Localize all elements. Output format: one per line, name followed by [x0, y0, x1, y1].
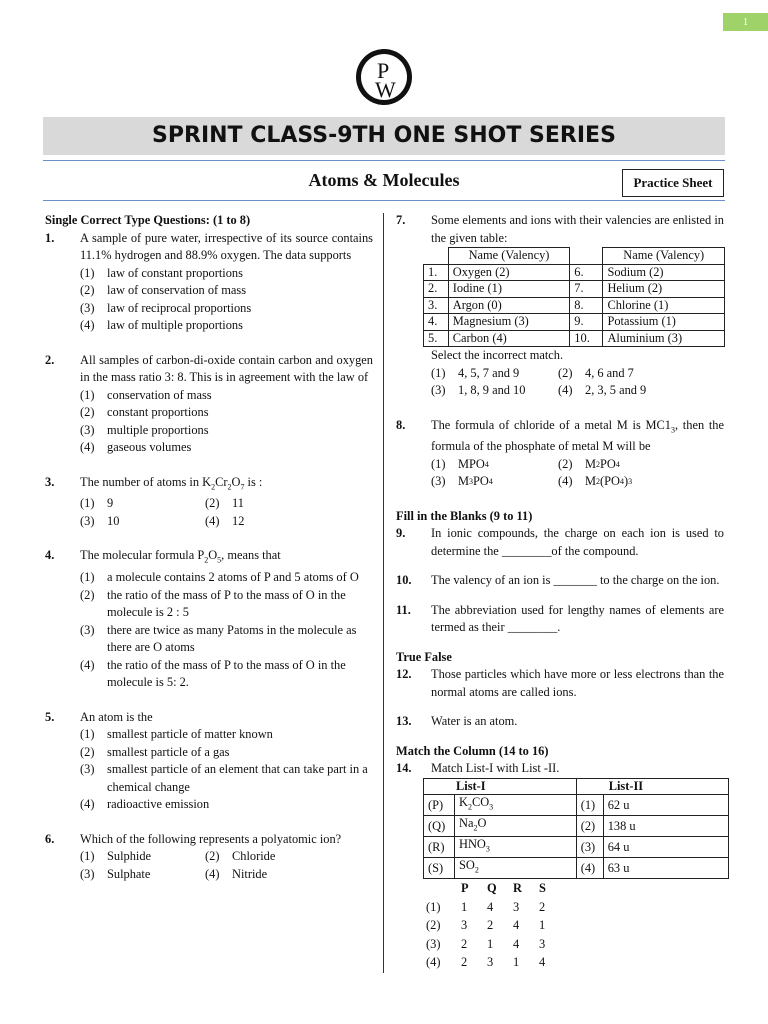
- table-row: 2. Iodine (1) 7. Helium (2): [424, 281, 725, 298]
- option: (2) law of conservation of mass: [80, 283, 247, 297]
- table-row: (S) $SO_2$ (4) 63 u: [424, 858, 729, 879]
- practice-sheet-label: Practice Sheet: [622, 169, 724, 197]
- question-text: Match List-I with List -II.: [431, 761, 560, 776]
- question-8: 8. The formula of chloride of a metal M is $MC1_3$, then the formula of the phosphate of metal M will be: [396, 417, 724, 456]
- question-1: 1. A sample of pure water, irrespective of its source contains 11.1% hydrogen and 88.9% oxygen. The data supports: [45, 230, 373, 265]
- question-9: 9. In ionic compounds, the charge on each ion is used to determine the ________of the compound.: [396, 525, 724, 560]
- question-5: 5. An atom is the: [45, 709, 373, 727]
- option: (4) law of multiple proportions: [80, 318, 243, 332]
- option-row: (3) M 3 PO 4 (4) M 2 (PO 4 ) 3: [431, 474, 633, 489]
- option-row: (1) 9 (2) 11: [80, 496, 244, 511]
- question-11: 11. The abbreviation used for lengthy names of elements are termed as their ________.: [396, 602, 724, 637]
- option: (4) the ratio of the mass of P to the mass of O in the molecule is 5: 2.: [80, 657, 346, 690]
- option: (1) conservation of mass: [80, 387, 212, 402]
- title-rule: [43, 160, 725, 161]
- question-7: 7. Some elements and ions with their valencies are enlisted in the given table:: [396, 212, 724, 247]
- question-text: An atom is the: [80, 709, 153, 724]
- option-row: (1) 4, 5, 7 and 9 (2) 4, 6 and 7: [431, 365, 634, 380]
- question-text: Those particles which have more or less electrons than the normal atoms are called ions.: [431, 667, 724, 699]
- option: (4) radioactive emission: [80, 797, 210, 812]
- question-text: The valency of an ion is _______ to the charge on the ion.: [431, 573, 720, 588]
- table-row: 1. Oxygen (2) 6. Sodium (2): [424, 264, 725, 281]
- question-6: 6. Which of the following represents a polyatomic ion?: [45, 831, 373, 849]
- option: (3) smallest particle of an element that can take part in a chemical change: [80, 762, 368, 794]
- question-text: A sample of pure water, irrespective of its source contains 11.1% hydrogen and 88.9% oxygen. The data supports: [80, 230, 373, 262]
- option-row: (1) Sulphide (2) Chloride: [80, 849, 276, 864]
- question-14: 14. Match List-I with List -II.: [396, 760, 724, 778]
- column-divider: [383, 213, 384, 973]
- option: (1) law of constant proportions: [80, 265, 243, 280]
- svg-text:W: W: [375, 77, 396, 102]
- question-text: All samples of carbon-di-oxide contain carbon and oxygen in the mass ratio 3: 8. This is in agreement with the law of: [80, 352, 373, 384]
- question-text: The number of atoms in $K_2Cr_2O_7$ is :: [80, 474, 263, 491]
- valency-table: Name (Valency) Name (Valency) 1. Oxygen (2) 6. Sodium (2) 2. Iodine (1) 7. Helium (2) 3. Argon (0) 8. Chlorine (1) 4. Magnesium (3) 9. Potassium (1) 5. Carbon (4) 10. Aluminium (3): [423, 247, 725, 347]
- page-number-badge: 1: [723, 13, 768, 31]
- answer-grid: P Q R S (1) 1 4 3 2 (2) 3 2 4 1 (3) 2 1 4 3 (4) 2 3 1 4: [426, 881, 546, 970]
- option: (3) multiple proportions: [80, 422, 209, 437]
- pw-logo: [355, 48, 413, 106]
- option: (2) constant proportions: [80, 405, 209, 419]
- section-heading-single: Single Correct Type Questions: (1 to 8): [45, 213, 251, 227]
- question-text: In ionic compounds, the charge on each ion is used to determine the ________of the compound.: [431, 526, 724, 558]
- option: (1) smallest particle of matter known: [80, 727, 273, 742]
- option-row: (1) MPO 4 (2) M 2 PO 4: [431, 456, 620, 471]
- question-13: 13. Water is an atom.: [396, 713, 724, 731]
- option: (3) there are twice as many Patoms in the molecule as there are O atoms: [80, 622, 357, 655]
- section-heading-fill: Fill in the Blanks (9 to 11): [396, 508, 533, 523]
- question-3: 3. The number of atoms in $K_2Cr_2O_7$ is :: [45, 474, 373, 496]
- question-text: Which of the following represents a polyatomic ion?: [80, 831, 342, 846]
- option: (1) a molecule contains 2 atoms of P and 5 atoms of O: [80, 570, 359, 585]
- option: (3) law of reciprocal proportions: [80, 300, 252, 315]
- question-2: 2. All samples of carbon-di-oxide contain carbon and oxygen in the mass ratio 3: 8. This is in agreement with the law of: [45, 352, 373, 387]
- option: (2) smallest particle of a gas: [80, 744, 230, 759]
- option: (4) gaseous volumes: [80, 440, 192, 454]
- question-text: Water is an atom.: [431, 714, 518, 729]
- option-row: (3) 10 (4) 12: [80, 513, 245, 528]
- match-table: List-I List-II (P) $K_2CO_3$ (1) 62 u (Q) $Na_2O$ (2) 138 u (R) $HNO_3$ (3) 64 u (S) $SO_2$ (4) 63 u: [423, 778, 729, 879]
- section-heading-true-false: True False: [396, 649, 452, 664]
- series-title-banner: SPRINT CLASS-9TH ONE SHOT SERIES: [43, 117, 725, 155]
- question-4: 4. The molecular formula $P_2O_5$, means that: [45, 547, 373, 569]
- question-text: The formula of chloride of a metal M is $MC1_3$, then the formula of the phosphate of metal M will be: [431, 417, 724, 454]
- option-row: (3) Sulphate (4) Nitride: [80, 866, 268, 881]
- question-text: The abbreviation used for lengthy names of elements are termed as their ________.: [431, 602, 724, 635]
- question-text: The molecular formula $P_2O_5$, means that: [80, 548, 281, 565]
- option-row: (3) 1, 8, 9 and 10 (4) 2, 3, 5 and 9: [431, 383, 647, 397]
- option: (2) the ratio of the mass of P to the mass of O in the molecule is 2 : 5: [80, 587, 346, 620]
- table-row: (Q) $Na_2O$ (2) 138 u: [424, 816, 729, 837]
- section-heading-match: Match the Column (14 to 16): [396, 743, 549, 758]
- table-row: (P) $K_2CO_3$ (1) 62 u: [424, 795, 729, 816]
- table-row: (R) $HNO_3$ (3) 64 u: [424, 837, 729, 858]
- left-column: [45, 212, 373, 883]
- table-row: 5. Carbon (4) 10. Aluminium (3): [424, 330, 725, 347]
- question-10: 10. The valency of an ion is _______ to the charge on the ion.: [396, 572, 724, 590]
- question-12: 12. Those particles which have more or less electrons than the normal atoms are called ions.: [396, 666, 724, 701]
- right-column: [396, 212, 724, 972]
- table-row: 4. Magnesium (3) 9. Potassium (1): [424, 314, 725, 331]
- question-text: Some elements and ions with their valencies are enlisted in the given table:: [431, 213, 724, 245]
- table-row: 3. Argon (0) 8. Chlorine (1): [424, 297, 725, 314]
- page-subtitle: Atoms & Molecules: [308, 170, 460, 190]
- header-rule: [43, 200, 725, 201]
- svg-text:P: P: [377, 58, 390, 83]
- question-text: Select the incorrect match.: [431, 348, 564, 362]
